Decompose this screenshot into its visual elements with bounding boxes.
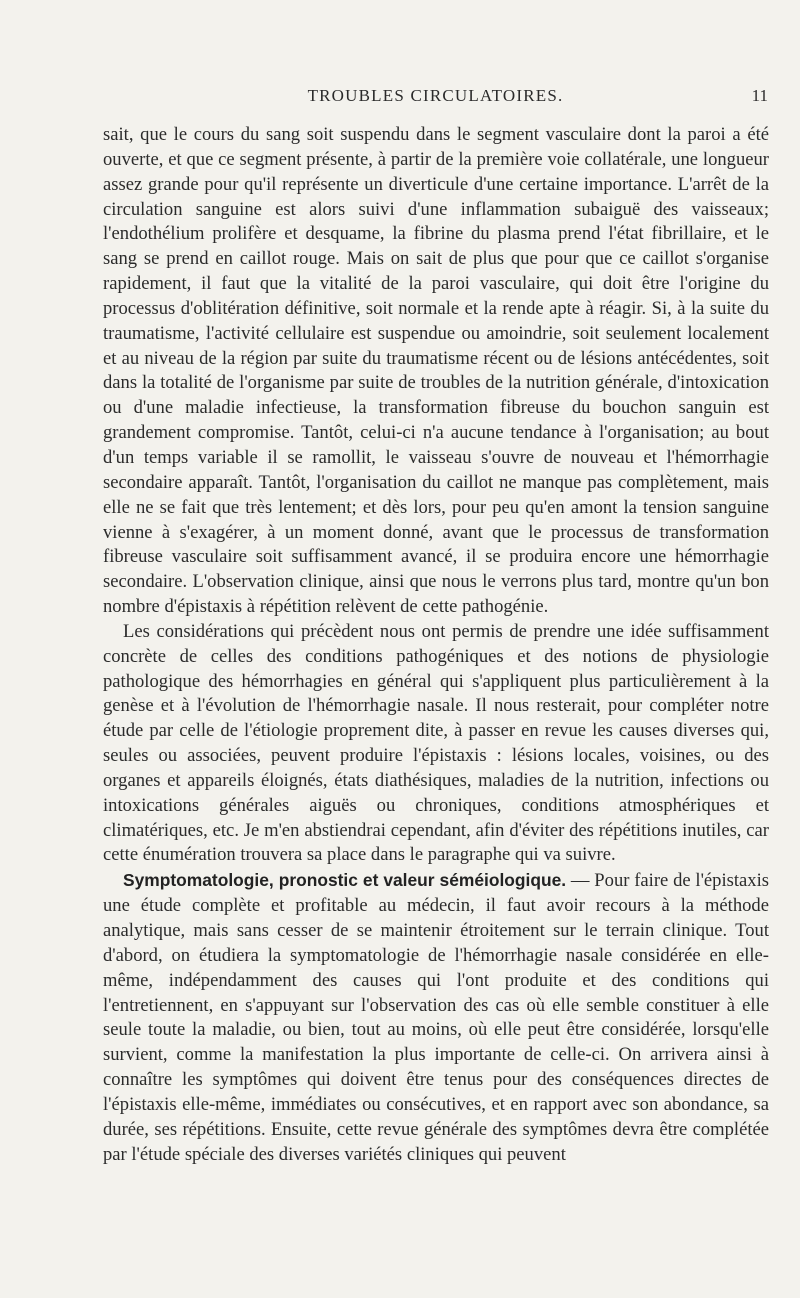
paragraph-considerations: Les considérations qui précèdent nous ont permis de prendre une idée suffisamment concrète de celles des conditions pathogéniques et des notions de physiologie pathologique des hémorrhagies en général qui s'appliquent plus particulièrement à la genèse et à l'évolution de l'hémorrhagie nasale. Il nous resterait, pour compléter notre étude par celle de l'étiologie proprement dite, à passer en revue les causes diverses qui, seules ou associées, peuvent produire l'épistaxis : lésions locales, voisines, ou des organes et appareils éloignés, états diathésiques, maladies de la nutrition, infections ou intoxications générales aiguës ou chroniques, conditions atmosphériques et climatériques, etc. Je m'en abstiendrai cependant, afin d'éviter des répétitions inutiles, car cette énumération trouvera sa place dans le paragraphe qui va suivre. xyxy=(103,620,769,866)
running-title: TROUBLES CIRCULATOIRES. xyxy=(307,86,564,105)
paragraph-continued: sait, que le cours du sang soit suspendu dans le segment vasculaire dont la paroi a été ouverte, et que ce segment présente, à partir de la première voie collatérale, une longueur assez grande pour qu'il représente un diverticule d'une certaine importance. L'arrêt de la circulation sanguine est alors suivi d'une inflammation subaiguë des vaisseaux; l'endothélium prolifère et desquame, la fibrine du plasma prend l'état fibrillaire, et le sang se prend en caillot rouge. Mais on sait de plus que pour que ce caillot s'organise rapidement, il faut que la vitalité de la paroi vasculaire, qui doit être l'origine du processus d'oblitération définitive, soit normale et la rende apte à réagir. Si, à la suite du traumatisme, l'activité cellulaire est suspendue ou amoindrie, soit seulement localement et au niveau de la région par suite du traumatisme récent ou de lésions antécédentes, soit dans la totalité de l'organisme par suite de troubles de la nutrition générale, d'intoxication ou d'une maladie infectieuse, la transformation fibreuse du bouchon sanguin est grandement compromise. Tantôt, celui-ci n'a aucune tendance à l'organisation; au bout d'un temps variable il se ramollit, le vaisseau s'ouvre de nouveau et l'hémorrhagie secondaire apparaît. Tantôt, l'organisation du caillot ne manque pas complètement, mais elle ne se fait que très lentement; et dès lors, pour peu qu'en amont la tension sanguine vienne à s'exagérer, à un moment donné, avant que le processus de transformation fibreuse vasculaire soit suffisamment avancé, il se produira encore une hémorrhagie secondaire. L'observation clinique, ainsi que nous le verrons plus tard, montre qu'un bon nombre d'épistaxis à répétition relèvent de cette pathogénie. xyxy=(103,124,769,618)
page-number: 11 xyxy=(751,86,768,105)
section-heading: Symptomatologie, pronostic et valeur séméiologique. xyxy=(123,870,567,891)
body-text xyxy=(103,123,769,1167)
paragraph-symptomatology xyxy=(103,868,769,1167)
page-header xyxy=(103,86,768,110)
section-text: — Pour faire de l'épistaxis une étude complète et profitable au médecin, il faut avoir recours à la méthode analytique, mais sans cesser de se maintenir étroitement sur le terrain clinique. Tout d'abord, on étudiera la symptomatologie de l'hémorrhagie nasale considérée en elle-même, indépendamment des causes qui l'ont produite et des conditions qui l'entretiennent, en s'appuyant sur l'observation des cas où elle semble constituer à elle seule toute la maladie, ou bien, tout au moins, où elle peut être considérée, lorsqu'elle survient, comme la manifestation la plus importante de celle-ci. On arrivera ainsi à connaître les symptômes qui doivent être tenus pour des conséquences directes de l'épistaxis elle-même, immédiates ou consécutives, et en rapport avec son abondance, sa durée, ses répétitions. Ensuite, cette revue générale des symptômes devra être complétée par l'étude spéciale des diverses variétés cliniques qui peuvent xyxy=(103,870,769,1165)
